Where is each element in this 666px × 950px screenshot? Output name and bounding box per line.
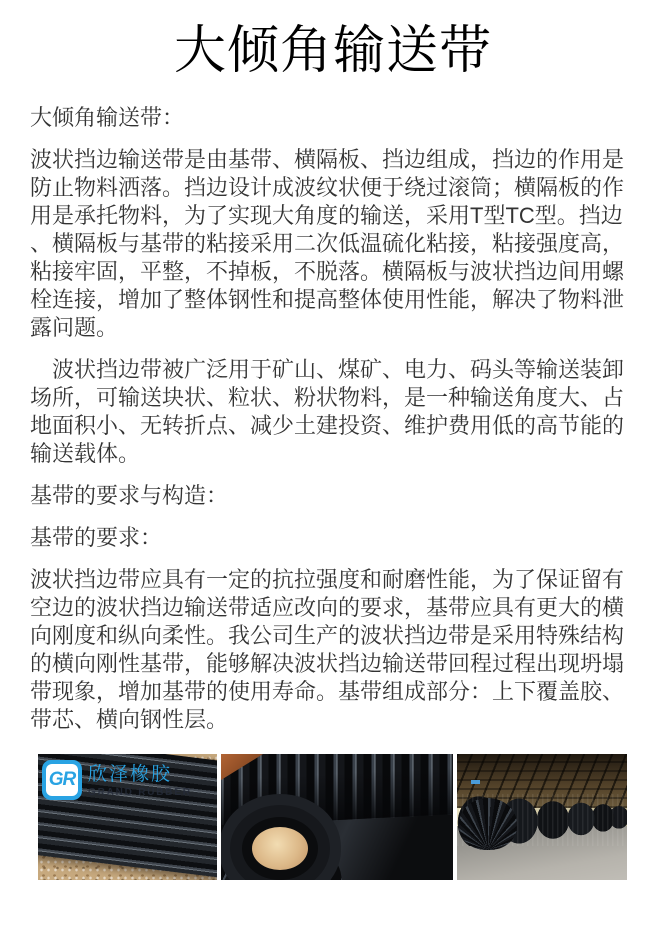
belt-blue-label [471,780,480,784]
paragraph-base-belt-details: 波状挡边带应具有一定的抗拉强度和耐磨性能，为了保证留有空边的波状挡边输送带适应改向的要求，基带应具有更大的横向刚度和纵向柔性。我公司生产的波状挡边带是采用特殊结构的横向刚性基带，能够解决波状挡边输送带回程过程出现坍塌带现象，增加基带的使用寿命。基带组成部分：上下覆盖胶、带芯、横向钢性层。 [30,567,625,732]
heading-base-belt-requirements: 基带的要求： [30,525,163,550]
brand-logo-icon [42,760,82,800]
product-photo-belt-loop [221,754,453,880]
article-page [0,20,666,880]
brand-name-cn: 欣泽橡胶 [88,764,173,785]
article-body [0,104,666,734]
product-photo-corrugated-panels [38,754,217,880]
product-photo-warehouse [457,754,627,880]
brand-name-en: GRAND RUBBER [88,787,192,798]
wood-floor-through-loop [252,827,308,870]
product-photo-row [38,754,666,880]
belt-coil-front [459,798,517,850]
sidewall-fins [221,754,453,827]
brand-monogram: GR [48,769,76,790]
paragraph-applications: 波状挡边带被广泛用于矿山、煤矿、电力、码头等输送装卸场所，可输送块状、粒状、粉状物料，是一种输送角度大、占地面积小、无转折点、减少土建投资、维护费用低的高节能的输送载体。 [30,357,625,466]
heading-base-belt-requirements-structure: 基带的要求与构造： [30,483,229,508]
intro-line: 大倾角输送带： [30,105,185,130]
paragraph-composition: 波状挡边输送带是由基带、横隔板、挡边组成，挡边的作用是防止物料洒落。挡边设计成波纹状便于绕过滚筒；横隔板的作用是承托物料，为了实现大角度的输送，采用T型TC型。挡边、横隔板与基带的粘接采用二次低温硫化粘接，粘接强度高，粘接牢固，平整，不掉板，不脱落。横隔板与波状挡边间用螺栓连接，增加了整体钢性和提高整体使用性能，解决了物料泄露问题。 [30,147,625,340]
page-title: 大倾角输送带 [173,22,492,80]
brand-watermark [42,760,192,800]
